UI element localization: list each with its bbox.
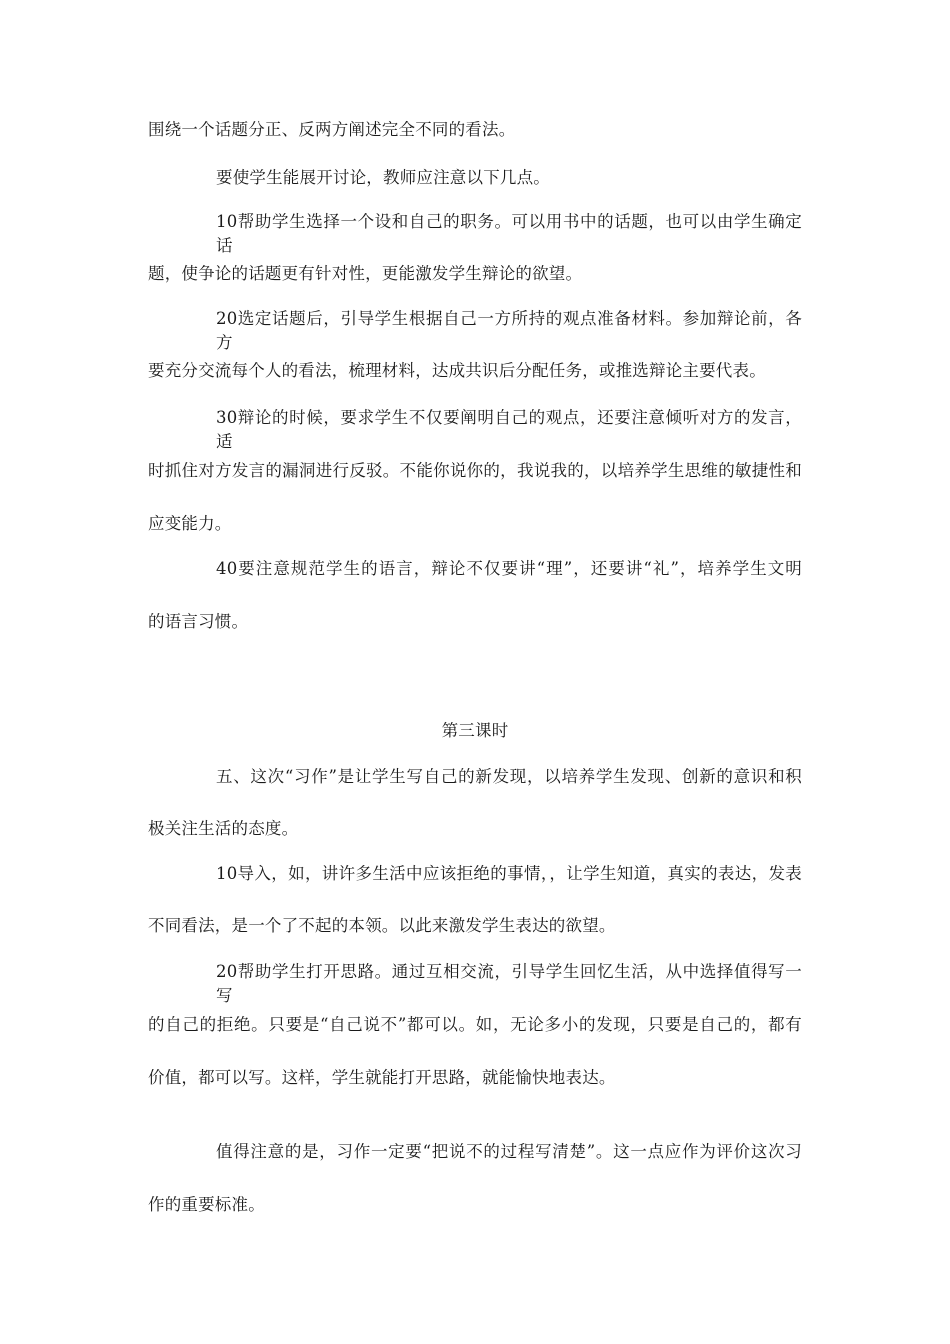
text-line: 时抓住对方发言的漏洞进行反驳。不能你说你的，我说我的，以培养学生思维的敏捷性和 [148,461,802,480]
text-line: 的自己的拒绝。只要是“自己说不”都可以。如，无论多小的发现，只要是自己的，都有 [148,1015,802,1034]
text-line: 作的重要标准。 [148,1195,265,1214]
text-line: 围绕一个话题分正、反两方阐述完全不同的看法。 [148,120,516,139]
text-line: 要使学生能展开讨论，教师应注意以下几点。 [216,168,550,187]
section-title: 第三课时 [441,721,509,740]
text-line: 10帮助学生选择一个设和自己的职务。可以用书中的话题，也可以由学生确定话 [216,212,802,255]
text-line: 要充分交流每个人的看法，梳理材料，达成共识后分配任务，或推选辩论主要代表。 [148,361,766,380]
text-line: 值得注意的是，习作一定要“把说不的过程写清楚”。这一点应作为评价这次习 [216,1142,802,1161]
text-line: 价值，都可以写。这样，学生就能打开思路，就能愉快地表达。 [148,1068,616,1087]
text-line: 应变能力。 [148,514,232,533]
text-line: 五、这次“习作”是让学生写自己的新发现，以培养学生发现、创新的意识和积 [216,767,802,786]
text-line: 40要注意规范学生的语言，辩论不仅要讲“理”，还要讲“礼”，培养学生文明 [216,559,802,578]
text-line: 30辩论的时候，要求学生不仅要阐明自己的观点，还要注意倾听对方的发言，适 [216,408,802,451]
text-line: 20帮助学生打开思路。通过互相交流，引导学生回忆生活，从中选择值得写一写 [216,962,802,1005]
text-line: 20选定话题后，引导学生根据自己一方所持的观点准备材料。参加辩论前，各方 [216,309,802,352]
text-line: 题，使争论的话题更有针对性，更能激发学生辩论的欲望。 [148,264,583,283]
text-line: 10导入，如，讲许多生活中应该拒绝的事情，，让学生知道，真实的表达，发表 [216,864,802,883]
text-line: 不同看法，是一个了不起的本领。以此来激发学生表达的欲望。 [148,916,616,935]
text-line: 极关注生活的态度。 [148,819,299,838]
text-line: 的语言习惯。 [148,612,249,631]
